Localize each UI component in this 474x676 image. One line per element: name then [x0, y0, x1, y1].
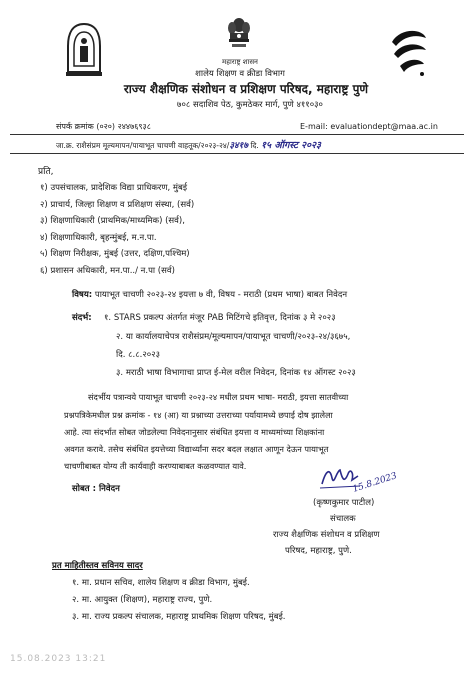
body-line: प्रश्नपत्रिकेमधील प्रश्न क्रमांक - १४ (आ) या प्रश्नाच्या उत्तराच्या पर्यायामध्ये छपाई दोष झालेला — [64, 410, 333, 420]
reference-number-handwritten: ३४१७ — [229, 141, 249, 151]
scert-logo — [62, 22, 106, 78]
references-label: संदर्भ: — [72, 313, 92, 323]
copy-to-item: २. मा. आयुक्त (शिक्षण), महाराष्ट्र राज्य, पुणे. — [72, 595, 213, 605]
department-line: शालेय शिक्षण व क्रीडा विभाग — [195, 69, 285, 79]
recipient-item: २) प्राचार्य, जिल्हा शिक्षण व प्रशिक्षण संस्था, (सर्व) — [40, 200, 195, 210]
header-divider — [10, 134, 464, 135]
recipient-item: १) उपसंचालक, प्रादेशिक विद्या प्राधिकरण, मुंबई — [40, 183, 188, 193]
reference-item: १. STARS प्रकल्प अंतर्गत मंजूर PAB मिटिंगचे इतिवृत्त, दिनांक ३ मे २०२३ — [104, 313, 336, 323]
recipients-heading: प्रति, — [38, 167, 54, 177]
email-address: E-mail: evaluationdept@maa.ac.in — [300, 122, 438, 131]
emblem-of-india — [226, 16, 252, 56]
reference-date-handwritten: १५ ऑगस्ट २०२३ — [261, 140, 321, 151]
signature-date-handwritten: 15.8.2023 — [351, 471, 399, 495]
signatory-designation: संचालक — [330, 514, 356, 524]
recipient-item: ५) शिक्षण निरीक्षक, मुंबई (उत्तर, दक्षिण,पश्चिम) — [40, 249, 190, 259]
government-line: महाराष्ट्र शासन — [222, 58, 258, 66]
copy-to-item: ३. मा. राज्य प्रकल्प संचालक, महाराष्ट्र प्राथमिक शिक्षण परिषद, मुंबई. — [72, 612, 286, 622]
council-title: राज्य शैक्षणिक संशोधन व प्रशिक्षण परिषद, महाराष्ट्र पुणे — [123, 82, 369, 96]
signatory-organization-place: परिषद, महाराष्ट्र, पुणे. — [285, 546, 352, 556]
reference-item: ३. मराठी भाषा विभागाचा प्राप्त ई-मेल वरील निवेदन, दिनांक १४ ऑगस्ट २०२३ — [116, 368, 356, 378]
reference-item: दि. ८.८.२०२३ — [116, 350, 161, 360]
recipient-item: ३) शिक्षणाधिकारी (प्राथमिक/माध्यमिक) (सर्व), — [40, 216, 185, 226]
phone-number: संपर्क क्रमांक (०२०) २४४७६९३८ — [56, 122, 151, 131]
reference-divider — [10, 153, 464, 154]
reference-number-prefix: जा.क्र. राशैसंप्रम मूल्यमापन/पायाभूत चाचणी वाहतूक/२०२३-२४/ — [56, 141, 230, 150]
recipient-item: ४) शिक्षणाधिकारी, बृहन्मुंबई, म.न.पा. — [40, 233, 157, 243]
reference-date-prefix: दि. — [250, 141, 259, 150]
signatory-name: (कृष्णकुमार पाटील) — [313, 498, 375, 508]
enclosure-note: सोबत : निवेदन — [72, 484, 120, 494]
signatory-organization: राज्य शैक्षणिक संशोधन व प्रशिक्षण — [273, 530, 380, 540]
reference-number — [56, 140, 321, 152]
body-line: संदर्भीय पत्रान्वये पायाभूत चाचणी २०२३-२४ मधील प्रथम भाषा- मराठी, इयत्ता सातवीच्या — [88, 392, 349, 402]
recipient-item: ६) प्रशासन अधिकारी, मन.पा../ न.पा (सर्व) — [40, 266, 175, 276]
reference-item: २. या कार्यालयाचेपत्र राशैसंप्रम/मूल्यमापन/पायाभूत चाचणी/२०२३-२४/३६७५, — [116, 332, 351, 342]
subject-line — [72, 290, 347, 301]
body-line: आहे. त्या संदर्भात सोबत जोडलेल्या निवेदनानुसार संबंधित इयत्ता व माध्यमांच्या शिक्षकांना — [64, 427, 325, 437]
copy-to-item: १. मा. प्रधान सचिव, शालेय शिक्षण व क्रीडा विभाग, मुंबई. — [72, 578, 250, 588]
print-timestamp: 15.08.2023 13:21 — [10, 654, 107, 664]
copy-to-heading: प्रत माहितीस्तव सविनय सादर — [52, 561, 143, 571]
body-line: अवगत करावे. तसेच संबंधित इयत्तेच्या विद्यार्थ्यांना सदर बदल लक्षात आणून देऊन पायाभूत — [64, 444, 329, 454]
council-address: ७०८ सदाशिव पेठ, कुमठेकर मार्ग, पुणे ४११०३० — [177, 100, 323, 110]
subject-text: पायाभूत चाचणी २०२३-२४ इयत्ता ७ वी, विषय - मराठी (प्रथम भाषा) बाबत निवेदन — [94, 290, 348, 300]
body-line: चाचणीबाबत योग्य ती कार्यवाही करण्याबाबत कळवण्यात यावे. — [64, 461, 247, 471]
subject-label: विषय: — [72, 290, 93, 300]
stars-logo — [386, 24, 432, 78]
